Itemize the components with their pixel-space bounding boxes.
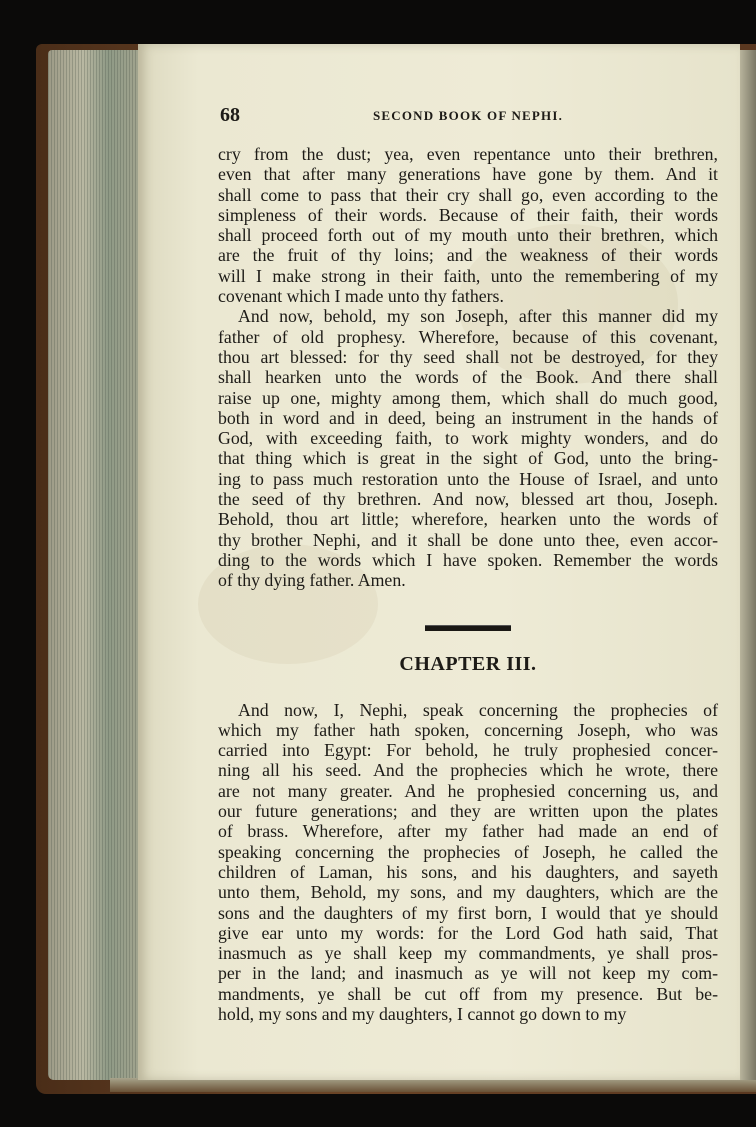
text-line: sons and the daughters of my first born, I would that ye should [218,902,718,923]
text-line: our future generations; and they are written upon the plates [218,801,718,822]
text-line: raise up one, mighty among them, which shall do much good, [218,387,718,408]
text-line: per in the land; and inasmuch as ye will not keep my com- [218,963,718,984]
text-line: ning all his seed. And the prophecies which he wrote, there [218,760,718,781]
text-line: of brass. Wherefore, after my father had made an end of [218,821,718,842]
paragraph [218,700,718,1025]
text-line: thy brother Nephi, and it shall be done unto thee, even accor- [218,529,718,550]
text-line: covenant which I made unto thy fathers. [218,286,504,307]
text-line: hold, my sons and my daughters, I cannot go down to my [218,1003,627,1024]
text-line: carried into Egypt: For behold, he truly prophesied concer- [218,740,718,761]
text-line: thou art blessed: for thy seed shall not be destroyed, for they [218,346,718,367]
page-content [218,104,718,1024]
text-line: even that after many generations have gone by them. And it [218,164,718,185]
text-line: give ear unto my words: for the Lord God hath said, That [218,922,718,943]
text-line: inasmuch as ye shall keep my commandments, ye shall pros- [218,943,718,964]
page-bottom-edge [110,1078,756,1092]
text-line: cry from the dust; yea, even repentance unto their brethren, [218,144,718,164]
text-line: shall hearken unto the words of the Book. And there shall [218,367,718,388]
running-head: SECOND BOOK OF NEPHI. [372,108,564,123]
paragraph [218,144,718,306]
text-line: Behold, thou art little; wherefore, hearken unto the words of [218,509,718,530]
text-line: shall come to pass that their cry shall go, even according to the [218,184,718,205]
text-line: will I make strong in their faith, unto the remembering of my [218,265,718,286]
text-line: mandments, ye shall be cut off from my presence. But be- [218,983,718,1004]
text-line: both in word and in deed, being an instrument in the hands of [218,407,718,428]
text-line: unto them, Behold, my sons, and my daughters, which are the [218,882,718,903]
chapter-divider-rule [425,625,511,631]
text-line: the seed of thy brethren. And now, blessed art thou, Joseph. [218,489,718,510]
text-line: God, with exceeding faith, to work mighty wonders, and do [218,428,718,449]
page-edges [48,50,148,1080]
text-line: And now, I, Nephi, speak concerning the prophecies of [238,699,718,720]
text-line: ing to pass much restoration unto the House of Israel, and unto [218,468,718,489]
text-line: speaking concerning the prophecies of Joseph, he called the [218,841,718,862]
chapter-title: CHAPTER III. [399,652,537,675]
text-line: simpleness of their words. Because of their faith, their words [218,204,718,225]
text-line: that thing which is great in the sight of God, unto the bring- [218,448,718,469]
text-line: shall proceed forth out of my mouth unto their brethren, which [218,225,718,246]
text-line: which my father hath spoken, concerning Joseph, who was [218,719,718,740]
page-number: 68 [220,104,240,126]
text-line: are the fruit of thy loins; and the weakness of their words [218,245,718,266]
text-line: children of Laman, his sons, and his daughters, and sayeth [218,861,718,882]
text-line: And now, behold, my son Joseph, after this manner did my [238,306,718,327]
text-line: are not many greater. And he prophesied concerning us, and [218,780,718,801]
paragraph [218,306,718,590]
text-line: father of old prophesy. Wherefore, because of this covenant, [218,326,718,347]
text-line: of thy dying father. Amen. [218,570,406,591]
page-header [218,104,718,132]
text-line: ding to the words which I have spoken. Remember the words [218,549,718,570]
next-page-edge [740,50,756,1080]
